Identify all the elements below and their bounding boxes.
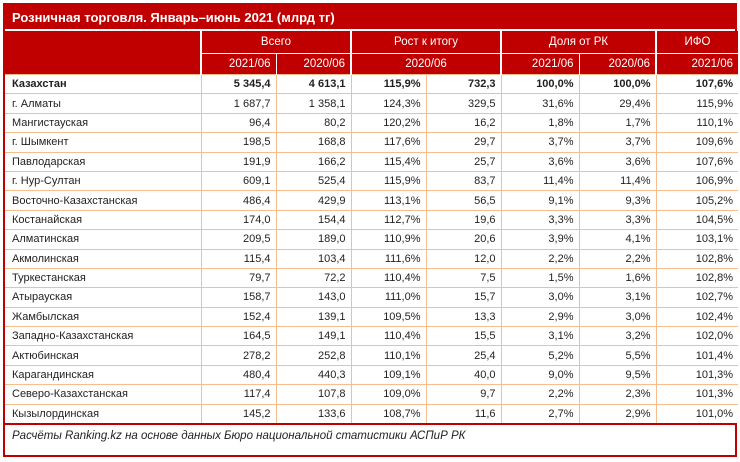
- value-cell: 3,6%: [501, 152, 579, 171]
- value-cell: 3,0%: [501, 288, 579, 307]
- value-cell: 4 613,1: [276, 75, 351, 94]
- region-name-cell: г. Алматы: [5, 94, 201, 113]
- table-row: [5, 327, 738, 346]
- value-cell: 96,4: [201, 113, 276, 132]
- value-cell: 329,5: [426, 94, 501, 113]
- value-cell: 1,6%: [579, 268, 656, 287]
- value-cell: 2,3%: [579, 385, 656, 404]
- value-cell: 11,4%: [579, 171, 656, 190]
- value-cell: 166,2: [276, 152, 351, 171]
- table-row: [5, 307, 738, 326]
- region-name-cell: г. Шымкент: [5, 133, 201, 152]
- col-group-growth: Рост к итогу: [351, 31, 501, 54]
- value-cell: 198,5: [201, 133, 276, 152]
- value-cell: 109,1%: [351, 365, 426, 384]
- value-cell: 9,1%: [501, 191, 579, 210]
- value-cell: 83,7: [426, 171, 501, 190]
- value-cell: 100,0%: [501, 75, 579, 94]
- value-cell: 3,7%: [579, 133, 656, 152]
- value-cell: 11,6: [426, 404, 501, 423]
- value-cell: 429,9: [276, 191, 351, 210]
- value-cell: 12,0: [426, 249, 501, 268]
- value-cell: 3,3%: [579, 210, 656, 229]
- value-cell: 110,9%: [351, 230, 426, 249]
- value-cell: 13,3: [426, 307, 501, 326]
- value-cell: 1 358,1: [276, 94, 351, 113]
- value-cell: 117,6%: [351, 133, 426, 152]
- region-name-cell: Актюбинская: [5, 346, 201, 365]
- value-cell: 16,2: [426, 113, 501, 132]
- value-cell: 4,1%: [579, 230, 656, 249]
- table-row: [5, 133, 738, 152]
- value-cell: 15,7: [426, 288, 501, 307]
- value-cell: 109,6%: [656, 133, 738, 152]
- region-name-cell: Карагандинская: [5, 365, 201, 384]
- column-group-row: [5, 31, 738, 54]
- col-subheader-share-2020: 2020/06: [579, 54, 656, 75]
- region-name-cell: Западно-Казахстанская: [5, 327, 201, 346]
- value-cell: 112,7%: [351, 210, 426, 229]
- value-cell: 29,7: [426, 133, 501, 152]
- table-row: [5, 346, 738, 365]
- value-cell: 56,5: [426, 191, 501, 210]
- value-cell: 1 687,7: [201, 94, 276, 113]
- value-cell: 9,5%: [579, 365, 656, 384]
- value-cell: 2,2%: [501, 385, 579, 404]
- value-cell: 3,6%: [579, 152, 656, 171]
- region-name-cell: Кызылординская: [5, 404, 201, 423]
- region-name-cell: Восточно-Казахстанская: [5, 191, 201, 210]
- value-cell: 107,8: [276, 385, 351, 404]
- value-cell: 3,0%: [579, 307, 656, 326]
- value-cell: 189,0: [276, 230, 351, 249]
- region-name-cell: Акмолинская: [5, 249, 201, 268]
- report-table-frame: [3, 3, 737, 457]
- table-row: [5, 249, 738, 268]
- value-cell: 1,8%: [501, 113, 579, 132]
- table-row: [5, 113, 738, 132]
- value-cell: 174,0: [201, 210, 276, 229]
- value-cell: 115,4: [201, 249, 276, 268]
- value-cell: 115,4%: [351, 152, 426, 171]
- value-cell: 191,9: [201, 152, 276, 171]
- table-row: [5, 191, 738, 210]
- value-cell: 107,6%: [656, 75, 738, 94]
- value-cell: 732,3: [426, 75, 501, 94]
- value-cell: 80,2: [276, 113, 351, 132]
- regions-table: [5, 31, 738, 423]
- value-cell: 102,0%: [656, 327, 738, 346]
- value-cell: 209,5: [201, 230, 276, 249]
- value-cell: 19,6: [426, 210, 501, 229]
- value-cell: 102,7%: [656, 288, 738, 307]
- value-cell: 25,7: [426, 152, 501, 171]
- region-name-cell: г. Нур-Султан: [5, 171, 201, 190]
- value-cell: 29,4%: [579, 94, 656, 113]
- value-cell: 440,3: [276, 365, 351, 384]
- region-name-cell: Северо-Казахстанская: [5, 385, 201, 404]
- value-cell: 79,7: [201, 268, 276, 287]
- region-name-cell: Казахстан: [5, 75, 201, 94]
- value-cell: 101,3%: [656, 385, 738, 404]
- table-row: [5, 94, 738, 113]
- value-cell: 101,0%: [656, 404, 738, 423]
- value-cell: 3,2%: [579, 327, 656, 346]
- col-group-total: Всего: [201, 31, 351, 54]
- table-row: [5, 152, 738, 171]
- value-cell: 107,6%: [656, 152, 738, 171]
- region-name-cell: Атырауская: [5, 288, 201, 307]
- value-cell: 609,1: [201, 171, 276, 190]
- value-cell: 3,9%: [501, 230, 579, 249]
- value-cell: 109,5%: [351, 307, 426, 326]
- value-cell: 101,3%: [656, 365, 738, 384]
- col-subheader-ifo-2021: 2021/06: [656, 54, 738, 75]
- value-cell: 110,1%: [351, 346, 426, 365]
- col-subheader-share-2021: 2021/06: [501, 54, 579, 75]
- value-cell: 115,9%: [351, 171, 426, 190]
- value-cell: 278,2: [201, 346, 276, 365]
- value-cell: 109,0%: [351, 385, 426, 404]
- value-cell: 103,4: [276, 249, 351, 268]
- table-row: [5, 365, 738, 384]
- value-cell: 480,4: [201, 365, 276, 384]
- value-cell: 111,6%: [351, 249, 426, 268]
- table-body: [5, 75, 738, 424]
- value-cell: 124,3%: [351, 94, 426, 113]
- value-cell: 9,7: [426, 385, 501, 404]
- region-column-header: [5, 31, 201, 75]
- value-cell: 143,0: [276, 288, 351, 307]
- value-cell: 486,4: [201, 191, 276, 210]
- value-cell: 72,2: [276, 268, 351, 287]
- value-cell: 2,2%: [501, 249, 579, 268]
- value-cell: 31,6%: [501, 94, 579, 113]
- region-name-cell: Туркестанская: [5, 268, 201, 287]
- col-subheader-growth-2020: 2020/06: [351, 54, 501, 75]
- table-row: [5, 385, 738, 404]
- value-cell: 9,3%: [579, 191, 656, 210]
- value-cell: 110,4%: [351, 327, 426, 346]
- value-cell: 15,5: [426, 327, 501, 346]
- value-cell: 152,4: [201, 307, 276, 326]
- source-note: Расчёты Ranking.kz на основе данных Бюро национальной статистики АСПиР РК: [5, 423, 735, 455]
- value-cell: 145,2: [201, 404, 276, 423]
- value-cell: 3,3%: [501, 210, 579, 229]
- value-cell: 164,5: [201, 327, 276, 346]
- value-cell: 5,2%: [501, 346, 579, 365]
- value-cell: 3,7%: [501, 133, 579, 152]
- col-group-share: Доля от РК: [501, 31, 656, 54]
- value-cell: 106,9%: [656, 171, 738, 190]
- region-name-cell: Мангистауская: [5, 113, 201, 132]
- value-cell: 2,2%: [579, 249, 656, 268]
- value-cell: 139,1: [276, 307, 351, 326]
- value-cell: 1,5%: [501, 268, 579, 287]
- value-cell: 1,7%: [579, 113, 656, 132]
- value-cell: 11,4%: [501, 171, 579, 190]
- value-cell: 40,0: [426, 365, 501, 384]
- region-name-cell: Жамбылская: [5, 307, 201, 326]
- value-cell: 158,7: [201, 288, 276, 307]
- table-row: [5, 404, 738, 423]
- value-cell: 20,6: [426, 230, 501, 249]
- value-cell: 117,4: [201, 385, 276, 404]
- table-row: [5, 230, 738, 249]
- value-cell: 102,8%: [656, 268, 738, 287]
- value-cell: 120,2%: [351, 113, 426, 132]
- region-name-cell: Павлодарская: [5, 152, 201, 171]
- table-row: [5, 288, 738, 307]
- value-cell: 2,9%: [501, 307, 579, 326]
- value-cell: 5,5%: [579, 346, 656, 365]
- value-cell: 103,1%: [656, 230, 738, 249]
- value-cell: 154,4: [276, 210, 351, 229]
- value-cell: 2,7%: [501, 404, 579, 423]
- value-cell: 102,4%: [656, 307, 738, 326]
- value-cell: 133,6: [276, 404, 351, 423]
- value-cell: 7,5: [426, 268, 501, 287]
- region-name-cell: Костанайская: [5, 210, 201, 229]
- value-cell: 252,8: [276, 346, 351, 365]
- report-title: Розничная торговля. Январь–июнь 2021 (млрд тг): [5, 5, 735, 31]
- value-cell: 115,9%: [351, 75, 426, 94]
- table-row: [5, 210, 738, 229]
- value-cell: 110,1%: [656, 113, 738, 132]
- value-cell: 110,4%: [351, 268, 426, 287]
- table-row: [5, 268, 738, 287]
- value-cell: 101,4%: [656, 346, 738, 365]
- value-cell: 100,0%: [579, 75, 656, 94]
- value-cell: 105,2%: [656, 191, 738, 210]
- value-cell: 3,1%: [501, 327, 579, 346]
- value-cell: 9,0%: [501, 365, 579, 384]
- value-cell: 525,4: [276, 171, 351, 190]
- value-cell: 25,4: [426, 346, 501, 365]
- value-cell: 102,8%: [656, 249, 738, 268]
- value-cell: 168,8: [276, 133, 351, 152]
- value-cell: 115,9%: [656, 94, 738, 113]
- table-row: [5, 171, 738, 190]
- table-header: [5, 31, 738, 75]
- value-cell: 149,1: [276, 327, 351, 346]
- col-subheader-total-2020: 2020/06: [276, 54, 351, 75]
- region-name-cell: Алматинская: [5, 230, 201, 249]
- value-cell: 113,1%: [351, 191, 426, 210]
- table-row: [5, 75, 738, 94]
- value-cell: 111,0%: [351, 288, 426, 307]
- value-cell: 2,9%: [579, 404, 656, 423]
- value-cell: 3,1%: [579, 288, 656, 307]
- value-cell: 104,5%: [656, 210, 738, 229]
- col-group-ifo: ИФО: [656, 31, 738, 54]
- value-cell: 5 345,4: [201, 75, 276, 94]
- value-cell: 108,7%: [351, 404, 426, 423]
- col-subheader-total-2021: 2021/06: [201, 54, 276, 75]
